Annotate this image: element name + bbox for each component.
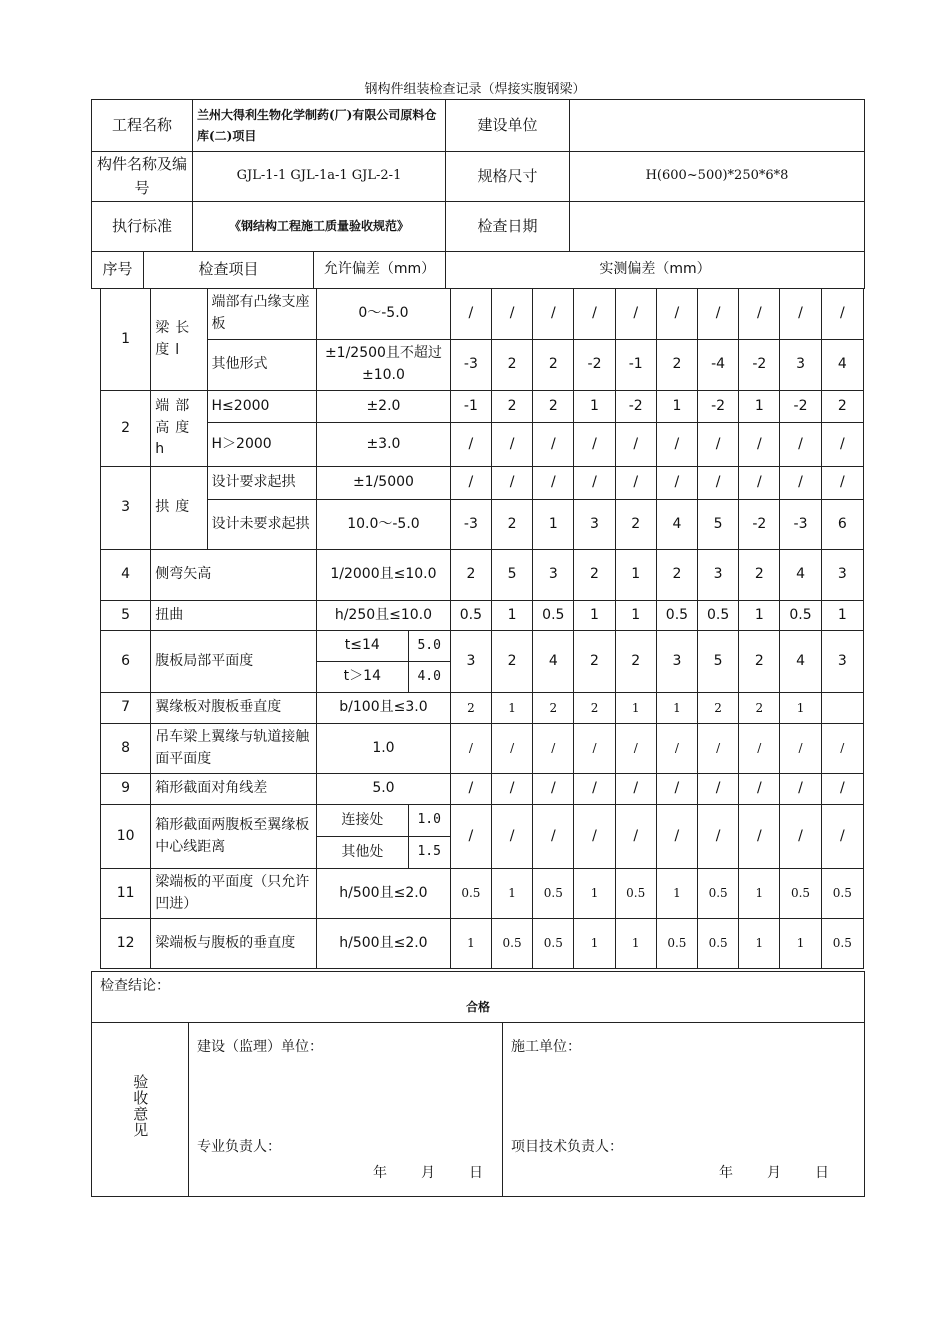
measured-value: 3 [821,631,863,693]
measured-value: 5 [698,500,739,550]
measured-value: 0.5 [698,869,739,919]
measured-value: 2 [656,550,697,601]
spec-value: H(600~500)*250*6*8 [570,152,865,202]
inspection-table [100,288,864,969]
measured-value: / [492,289,533,340]
row-number: 11 [101,869,151,919]
measured-value: 0.5 [450,869,491,919]
allow-condition: 其他处 [317,837,408,869]
table-row [101,550,864,601]
allowed-deviation: h/250且≤10.0 [317,601,451,631]
measured-value: 3 [450,631,491,693]
check-item: 梁端板的平面度（只允许凹进） [151,869,317,919]
measured-value: 2 [698,693,739,724]
table-row [101,724,864,774]
measured-value: 1 [739,869,780,919]
measured-value: 2 [492,340,533,391]
table-row [101,601,864,631]
measured-value: / [533,805,574,869]
row-number: 6 [101,631,151,693]
measured-value: 2 [533,391,574,423]
measured-value: / [656,805,697,869]
measured-value: 2 [533,340,574,391]
client-value [570,100,865,152]
owner-day: 日 [469,1165,483,1181]
table-row [101,500,864,550]
measured-value [821,693,863,724]
measured-value: 5 [698,631,739,693]
table-row [101,423,864,467]
measured-value: / [615,805,656,869]
allow-condition: 连接处 [317,805,408,837]
measured-value: / [821,724,863,774]
measured-value: / [821,423,863,467]
allowed-deviation: 1.0 [317,724,451,774]
measured-value: 1 [656,391,697,423]
measured-value: / [780,423,821,467]
measured-value: 1 [492,869,533,919]
allowed-deviation: h/500且≤2.0 [317,919,451,969]
row-number: 3 [101,467,151,550]
measured-value: 1 [739,601,780,631]
measured-value: / [615,467,656,500]
contractor-cell [503,1023,865,1197]
measured-value: / [450,289,491,340]
measured-value: / [450,467,491,500]
contractor-label: 施工单位： [511,1039,581,1055]
measured-value: 4 [533,631,574,693]
measured-value: 2 [739,550,780,601]
measured-value: 6 [821,500,863,550]
measured-value: / [739,724,780,774]
measured-value: / [450,724,491,774]
measured-value: 0.5 [533,869,574,919]
measured-value: 0.5 [698,601,739,631]
measured-value: / [656,423,697,467]
measured-value: -4 [698,340,739,391]
measured-value: / [533,423,574,467]
measured-value: 1 [574,601,615,631]
measured-value: / [450,805,491,869]
measured-value: / [821,467,863,500]
measured-value: 2 [615,500,656,550]
measured-value: / [533,724,574,774]
allowed-deviation: ±1/2500且不超过±10.0 [317,340,451,391]
measured-value: / [492,423,533,467]
measured-value: / [739,423,780,467]
measured-value: 3 [780,340,821,391]
allowed-deviation: h/500且≤2.0 [317,869,451,919]
allowed-deviation: 1/2000且≤10.0 [317,550,451,601]
measured-value: / [821,774,863,805]
measured-value: -1 [450,391,491,423]
allow-value: 4.0 [408,662,450,693]
check-subitem: 端部有凸缘支座板 [207,289,317,340]
measured-value: 1 [492,601,533,631]
allow-condition: t≤14 [317,631,408,662]
measured-value: 0.5 [450,601,491,631]
table-row [101,467,864,500]
measured-value: 0.5 [533,601,574,631]
allowed-deviation: ±3.0 [317,423,451,467]
owner-label: 建设（监理）单位： [197,1039,323,1055]
measured-value: / [656,774,697,805]
measured-value: / [698,805,739,869]
measured-value: -2 [739,340,780,391]
table-row [101,919,864,969]
measured-value: 1 [574,919,615,969]
measured-value: 1 [821,601,863,631]
measured-value: / [492,724,533,774]
component-label: 构件名称及编号 [92,152,193,202]
measured-value: / [698,774,739,805]
measured-value: / [574,724,615,774]
measured-value: / [739,805,780,869]
measured-value: 2 [739,631,780,693]
header-table [91,99,865,252]
measured-value: 2 [574,693,615,724]
measured-value: 2 [450,550,491,601]
footer-table [91,971,865,1197]
measured-value: 2 [533,693,574,724]
measured-value: / [821,289,863,340]
table-row [101,289,864,340]
measured-value: -2 [615,391,656,423]
measured-value: 2 [656,340,697,391]
measured-value: / [615,289,656,340]
measured-value: 4 [656,500,697,550]
measured-value: / [698,289,739,340]
check-item: 梁端板与腹板的垂直度 [151,919,317,969]
document-title: 钢构件组装检查记录（焊接实腹钢梁） [364,82,586,97]
column-header-table [91,251,865,289]
row-number: 5 [101,601,151,631]
measured-value: / [533,774,574,805]
col-measured: 实测偏差（mm） [446,252,865,289]
measured-value: / [574,774,615,805]
allowed-deviation: 0～-5.0 [317,289,451,340]
measured-value: 1 [574,391,615,423]
measured-value: -2 [780,391,821,423]
measured-value: 2 [821,391,863,423]
measured-value: / [574,423,615,467]
measured-value: 3 [821,550,863,601]
check-subitem: H＞2000 [207,423,317,467]
measured-value: / [533,467,574,500]
client-label: 建设单位 [446,100,570,152]
acceptance-label-cell [92,1023,189,1197]
measured-value: / [739,774,780,805]
measured-value: -3 [780,500,821,550]
measured-value: 4 [780,631,821,693]
contractor-year: 年 [719,1165,733,1181]
measured-value: / [615,423,656,467]
measured-value: 1 [492,693,533,724]
measured-value: 0.5 [656,601,697,631]
check-group: 拱度 [151,467,207,550]
row-number: 4 [101,550,151,601]
col-allow: 允许偏差（mm） [314,252,446,289]
measured-value: / [492,805,533,869]
measured-value: / [615,724,656,774]
measured-value: -2 [698,391,739,423]
spec-label: 规格尺寸 [446,152,570,202]
contractor-month: 月 [767,1165,781,1181]
standard-label: 执行标准 [92,202,193,252]
measured-value: 3 [574,500,615,550]
check-item: 箱形截面对角线差 [151,774,317,805]
measured-value: 0.5 [492,919,533,969]
measured-value: 0.5 [656,919,697,969]
measured-value: / [698,467,739,500]
measured-value: 1 [450,919,491,969]
conclusion-label: 检查结论： [100,978,170,994]
project-label: 工程名称 [92,100,193,152]
check-item: 侧弯矢高 [151,550,317,601]
measured-value: 1 [574,869,615,919]
measured-value: 0.5 [780,601,821,631]
measured-value: -1 [615,340,656,391]
measured-value: / [450,423,491,467]
measured-value: / [739,467,780,500]
measured-value: 0.5 [533,919,574,969]
allowed-deviation: ±1/5000 [317,467,451,500]
measured-value: / [533,289,574,340]
allow-condition: t＞14 [317,662,408,693]
measured-value: / [492,774,533,805]
measured-value: 1 [615,693,656,724]
contractor-person: 项目技术负责人： [511,1139,623,1155]
measured-value: / [821,805,863,869]
contractor-day: 日 [815,1165,829,1181]
measured-value: 1 [780,693,821,724]
measured-value: 0.5 [821,919,863,969]
date-value [570,202,865,252]
measured-value: / [780,467,821,500]
component-value: GJL-1-1 GJL-1a-1 GJL-2-1 [193,152,446,202]
measured-value: -3 [450,340,491,391]
allow-value: 1.5 [408,837,450,869]
conclusion-value: 合格 [465,999,490,1014]
owner-month: 月 [421,1165,435,1181]
measured-value: / [574,289,615,340]
measured-value: 1 [615,601,656,631]
allow-value: 1.0 [408,805,450,837]
allow-value: 5.0 [408,631,450,662]
measured-value: / [492,467,533,500]
measured-value: 2 [574,550,615,601]
measured-value: / [656,467,697,500]
acceptance-label: 验收意见 [131,1073,150,1138]
table-row [101,869,864,919]
conclusion-cell [92,972,865,1023]
measured-value: / [574,467,615,500]
measured-value: / [574,805,615,869]
measured-value: 0.5 [698,919,739,969]
measured-value: 2 [574,631,615,693]
table-row [101,340,864,391]
row-number: 8 [101,724,151,774]
standard-value: 《钢结构工程施工质量验收规范》 [193,202,446,252]
check-item: 翼缘板对腹板垂直度 [151,693,317,724]
measured-value: 1 [656,869,697,919]
check-subitem: 其他形式 [207,340,317,391]
row-number: 9 [101,774,151,805]
measured-value: 2 [492,631,533,693]
measured-value: / [656,724,697,774]
measured-value: 0.5 [821,869,863,919]
measured-value: 1 [656,693,697,724]
check-group: 端部高度h [151,391,207,467]
row-number: 12 [101,919,151,969]
check-item: 腹板局部平面度 [151,631,317,693]
check-item: 箱形截面两腹板至翼缘板中心线距离 [151,805,317,869]
col-item: 检查项目 [144,252,314,289]
measured-value: / [739,289,780,340]
row-number: 10 [101,805,151,869]
measured-value: / [698,423,739,467]
project-value: 兰州大得利生物化学制药(厂)有限公司原料仓库(二)项目 [193,100,446,152]
measured-value: / [780,724,821,774]
measured-value: / [780,774,821,805]
measured-value: 1 [739,391,780,423]
owner-person: 专业负责人： [197,1139,281,1155]
measured-value: 1 [739,919,780,969]
measured-value: / [780,805,821,869]
measured-value: 3 [656,631,697,693]
allowed-deviation: b/100且≤3.0 [317,693,451,724]
measured-value: 0.5 [615,869,656,919]
allowed-deviation: ±2.0 [317,391,451,423]
measured-value: 1 [615,550,656,601]
table-row [101,805,864,837]
measured-value: / [450,774,491,805]
measured-value: 3 [698,550,739,601]
measured-value: 1 [780,919,821,969]
check-group: 梁长度l [151,289,207,391]
measured-value: 4 [821,340,863,391]
measured-value: 0.5 [780,869,821,919]
measured-value: / [615,774,656,805]
row-number: 1 [101,289,151,391]
owner-cell [189,1023,503,1197]
check-item: 扭曲 [151,601,317,631]
check-item: 吊车梁上翼缘与轨道接触面平面度 [151,724,317,774]
row-number: 2 [101,391,151,467]
date-label: 检查日期 [446,202,570,252]
measured-value: -2 [739,500,780,550]
measured-value: 1 [615,919,656,969]
table-row [101,391,864,423]
measured-value: 2 [492,391,533,423]
measured-value: 2 [615,631,656,693]
measured-value: / [656,289,697,340]
measured-value: / [780,289,821,340]
check-subitem: 设计未要求起拱 [207,500,317,550]
measured-value: 5 [492,550,533,601]
measured-value: 4 [780,550,821,601]
allowed-deviation: 5.0 [317,774,451,805]
measured-value: 2 [450,693,491,724]
measured-value: / [698,724,739,774]
measured-value: 2 [492,500,533,550]
table-row [101,693,864,724]
measured-value: 1 [533,500,574,550]
col-no: 序号 [92,252,144,289]
check-subitem: 设计要求起拱 [207,467,317,500]
row-number: 7 [101,693,151,724]
owner-year: 年 [373,1165,387,1181]
check-subitem: H≤2000 [207,391,317,423]
measured-value: -3 [450,500,491,550]
table-row [101,631,864,662]
measured-value: 2 [739,693,780,724]
measured-value: 3 [533,550,574,601]
allowed-deviation: 10.0～-5.0 [317,500,451,550]
measured-value: -2 [574,340,615,391]
table-row [101,774,864,805]
